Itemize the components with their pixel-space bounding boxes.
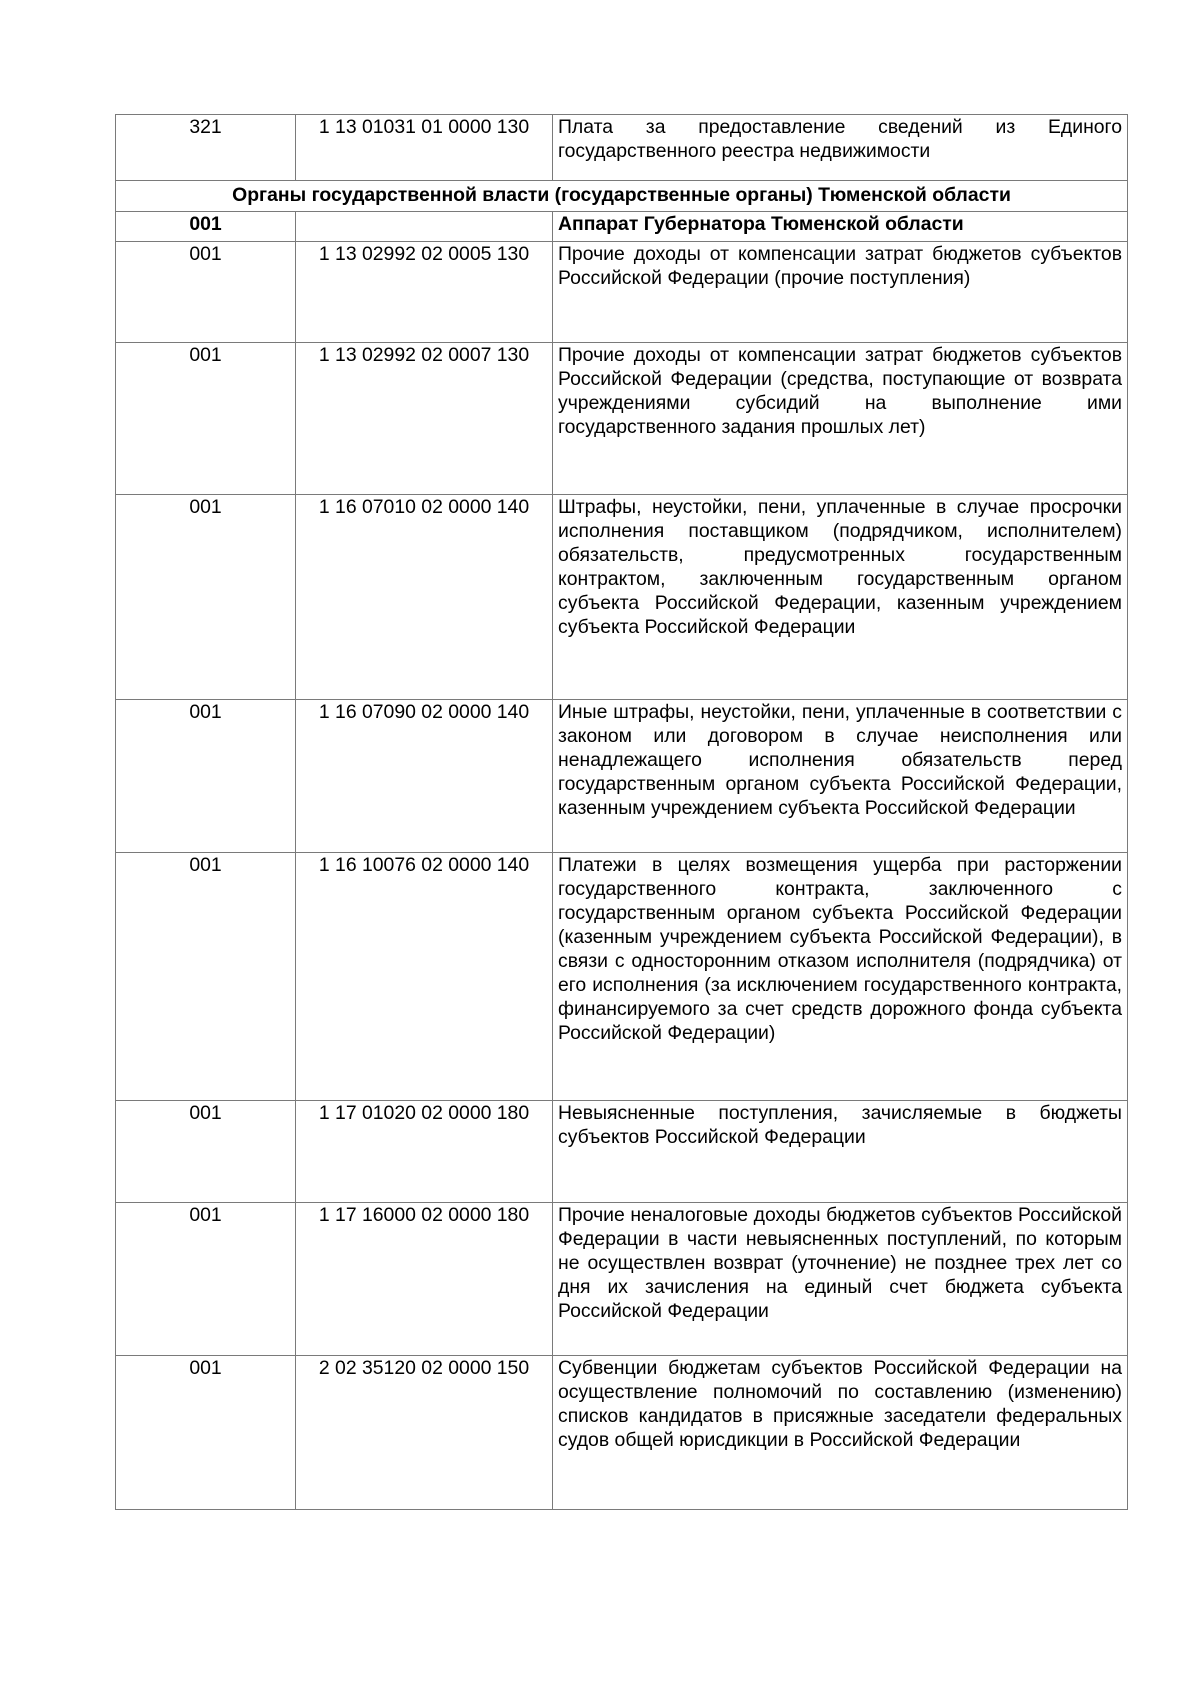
admin-code-cell: 001 xyxy=(116,1203,296,1356)
admin-code-cell: 001 xyxy=(116,700,296,853)
table-row xyxy=(116,242,1128,343)
admin-code-cell: 001 xyxy=(116,242,296,343)
description-cell: Плата за предоставление сведений из Единого государственного реестра недвижимости xyxy=(553,115,1128,181)
table-row xyxy=(116,700,1128,853)
table-row xyxy=(116,343,1128,495)
revenue-code-cell: 1 17 01020 02 0000 180 xyxy=(296,1101,553,1203)
description-cell: Иные штрафы, неустойки, пени, уплаченные в соответствии с законом или договором в случае неисполнения или ненадлежащего исполнения обязательств перед государственным органом субъекта Российской Федерации, казенным учреждением субъекта Российской Федерации xyxy=(553,700,1128,853)
description-cell: Прочие доходы от компенсации затрат бюджетов субъектов Российской Федерации (средства, поступающие от возврата учреждениями субсидий на выполнение ими государственного задания прошлых лет) xyxy=(553,343,1128,495)
description-cell: Платежи в целях возмещения ущерба при расторжении государственного контракта, заключенного с государственным органом субъекта Российской Федерации (казенным учреждением субъекта Российской Федерации), в связи с односторонним отказом исполнителя (подрядчика) от его исполнения (за исключением государственного контракта, финансируемого за счет средств дорожного фонда субъекта Российской Федерации) xyxy=(553,853,1128,1101)
revenue-code-cell: 1 17 16000 02 0000 180 xyxy=(296,1203,553,1356)
description-cell: Прочие доходы от компенсации затрат бюджетов субъектов Российской Федерации (прочие поступления) xyxy=(553,242,1128,343)
revenue-code-cell: 1 13 01031 01 0000 130 xyxy=(296,115,553,181)
revenue-code-cell: 1 13 02992 02 0005 130 xyxy=(296,242,553,343)
description-cell: Невыясненные поступления, зачисляемые в бюджеты субъектов Российской Федерации xyxy=(553,1101,1128,1203)
table-row xyxy=(116,495,1128,700)
table-row xyxy=(116,115,1128,181)
org-revenue-code xyxy=(296,212,553,242)
description-cell: Штрафы, неустойки, пени, уплаченные в случае просрочки исполнения поставщиком (подрядчиком, исполнителем) обязательств, предусмотренных государственным контрактом, заключенным государственным органом субъекта Российской Федерации, казенным учреждением субъекта Российской Федерации xyxy=(553,495,1128,700)
revenue-code-cell: 1 13 02992 02 0007 130 xyxy=(296,343,553,495)
section-title: Органы государственной власти (государственные органы) Тюменской области xyxy=(116,181,1128,212)
admin-code-cell: 001 xyxy=(116,495,296,700)
table-row xyxy=(116,1356,1128,1510)
admin-code-cell: 001 xyxy=(116,1356,296,1510)
revenue-code-cell: 2 02 35120 02 0000 150 xyxy=(296,1356,553,1510)
revenue-code-cell: 1 16 07010 02 0000 140 xyxy=(296,495,553,700)
org-admin-code: 001 xyxy=(116,212,296,242)
admin-code-cell: 001 xyxy=(116,343,296,495)
org-name: Аппарат Губернатора Тюменской области xyxy=(553,212,1128,242)
revenue-code-cell: 1 16 10076 02 0000 140 xyxy=(296,853,553,1101)
table-row xyxy=(116,1203,1128,1356)
revenue-codes-table xyxy=(115,114,1128,1510)
revenue-code-cell: 1 16 07090 02 0000 140 xyxy=(296,700,553,853)
admin-code-cell: 001 xyxy=(116,853,296,1101)
admin-code-cell: 001 xyxy=(116,1101,296,1203)
organization-row xyxy=(116,212,1128,242)
description-cell: Субвенции бюджетам субъектов Российской Федерации на осуществление полномочий по составлению (изменению) списков кандидатов в присяжные заседатели федеральных судов общей юрисдикции в Российской Федерации xyxy=(553,1356,1128,1510)
table-row xyxy=(116,1101,1128,1203)
description-cell: Прочие неналоговые доходы бюджетов субъектов Российской Федерации в части невыясненных поступлений, по которым не осуществлен возврат (уточнение) не позднее трех лет со дня их зачисления на единый счет бюджета субъекта Российской Федерации xyxy=(553,1203,1128,1356)
table-row xyxy=(116,853,1128,1101)
section-header-row xyxy=(116,181,1128,212)
admin-code-cell: 321 xyxy=(116,115,296,181)
